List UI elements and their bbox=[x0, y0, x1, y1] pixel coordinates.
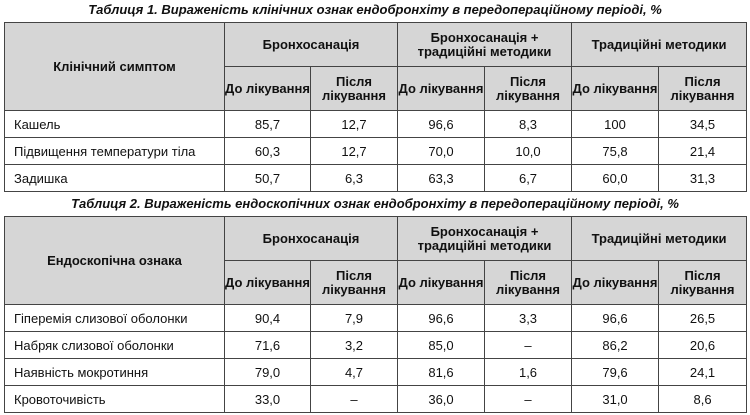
row-label: Задишка bbox=[5, 165, 225, 192]
cell-value: 96,6 bbox=[398, 111, 485, 138]
cell-value: 71,6 bbox=[225, 332, 311, 359]
cell-value: 8,3 bbox=[485, 111, 572, 138]
cell-value: 79,6 bbox=[572, 359, 659, 386]
table1-subheader: До лікування bbox=[398, 67, 485, 111]
row-label: Наявність мокротиння bbox=[5, 359, 225, 386]
table1-subheader: Після лікування bbox=[485, 67, 572, 111]
table2-row-header: Ендоскопічна ознака bbox=[5, 217, 225, 305]
cell-value: 86,2 bbox=[572, 332, 659, 359]
cell-value: 100 bbox=[572, 111, 659, 138]
cell-value: 20,6 bbox=[659, 332, 747, 359]
table-row bbox=[5, 111, 747, 138]
cell-value: 4,7 bbox=[311, 359, 398, 386]
table-row bbox=[5, 305, 747, 332]
cell-value: 1,6 bbox=[485, 359, 572, 386]
row-label: Гіперемія слизової оболонки bbox=[5, 305, 225, 332]
cell-value: 96,6 bbox=[572, 305, 659, 332]
table1-group-header: Бронхосанація bbox=[225, 23, 398, 67]
row-label: Підвищення температури тіла bbox=[5, 138, 225, 165]
table2-subheader: До лікування bbox=[225, 261, 311, 305]
table2-subheader: До лікування bbox=[398, 261, 485, 305]
cell-value: 7,9 bbox=[311, 305, 398, 332]
cell-value: 50,7 bbox=[225, 165, 311, 192]
table1-row-header: Клінічний симптом bbox=[5, 23, 225, 111]
cell-value: – bbox=[485, 332, 572, 359]
cell-value: 12,7 bbox=[311, 111, 398, 138]
table1-group-header: Традиційні методики bbox=[572, 23, 747, 67]
cell-value: 31,3 bbox=[659, 165, 747, 192]
table2 bbox=[4, 216, 747, 413]
cell-value: 63,3 bbox=[398, 165, 485, 192]
table1-subheader: До лікування bbox=[225, 67, 311, 111]
cell-value: 90,4 bbox=[225, 305, 311, 332]
cell-value: 21,4 bbox=[659, 138, 747, 165]
cell-value: 26,5 bbox=[659, 305, 747, 332]
cell-value: 3,3 bbox=[485, 305, 572, 332]
table2-subheader: Після лікування bbox=[659, 261, 747, 305]
cell-value: 60,3 bbox=[225, 138, 311, 165]
table2-group-header: Бронхосанація + традиційні методики bbox=[398, 217, 572, 261]
cell-value: 85,0 bbox=[398, 332, 485, 359]
table2-subheader: Після лікування bbox=[311, 261, 398, 305]
cell-value: 31,0 bbox=[572, 386, 659, 413]
cell-value: 60,0 bbox=[572, 165, 659, 192]
table-row bbox=[5, 386, 747, 413]
table2-caption: Таблиця 2. Вираженість ендоскопічних ознак ендобронхіту в передопераційному періоді, % bbox=[71, 196, 679, 211]
cell-value: 36,0 bbox=[398, 386, 485, 413]
cell-value: 6,7 bbox=[485, 165, 572, 192]
cell-value: 24,1 bbox=[659, 359, 747, 386]
cell-value: 33,0 bbox=[225, 386, 311, 413]
table1-subheader: До лікування bbox=[572, 67, 659, 111]
table1 bbox=[4, 22, 747, 192]
cell-value: 10,0 bbox=[485, 138, 572, 165]
table2-subheader: Після лікування bbox=[485, 261, 572, 305]
cell-value: 3,2 bbox=[311, 332, 398, 359]
cell-value: 96,6 bbox=[398, 305, 485, 332]
table-row bbox=[5, 359, 747, 386]
cell-value: 34,5 bbox=[659, 111, 747, 138]
table1-caption: Таблиця 1. Вираженість клінічних ознак ендобронхіту в передопераційному періоді, % bbox=[88, 2, 662, 17]
table2-subheader: До лікування bbox=[572, 261, 659, 305]
cell-value: 6,3 bbox=[311, 165, 398, 192]
table1-group-header: Бронхосанація + традиційні методики bbox=[398, 23, 572, 67]
row-label: Кашель bbox=[5, 111, 225, 138]
table1-subheader: Після лікування bbox=[659, 67, 747, 111]
cell-value: 85,7 bbox=[225, 111, 311, 138]
row-label: Кровоточивість bbox=[5, 386, 225, 413]
cell-value: 70,0 bbox=[398, 138, 485, 165]
cell-value: 8,6 bbox=[659, 386, 747, 413]
cell-value: 12,7 bbox=[311, 138, 398, 165]
cell-value: – bbox=[485, 386, 572, 413]
cell-value: 75,8 bbox=[572, 138, 659, 165]
cell-value: – bbox=[311, 386, 398, 413]
table-row bbox=[5, 165, 747, 192]
table2-group-header: Традиційні методики bbox=[572, 217, 747, 261]
cell-value: 81,6 bbox=[398, 359, 485, 386]
row-label: Набряк слизової оболонки bbox=[5, 332, 225, 359]
table-row bbox=[5, 138, 747, 165]
table-row bbox=[5, 332, 747, 359]
table1-subheader: Після лікування bbox=[311, 67, 398, 111]
cell-value: 79,0 bbox=[225, 359, 311, 386]
table2-group-header: Бронхосанація bbox=[225, 217, 398, 261]
